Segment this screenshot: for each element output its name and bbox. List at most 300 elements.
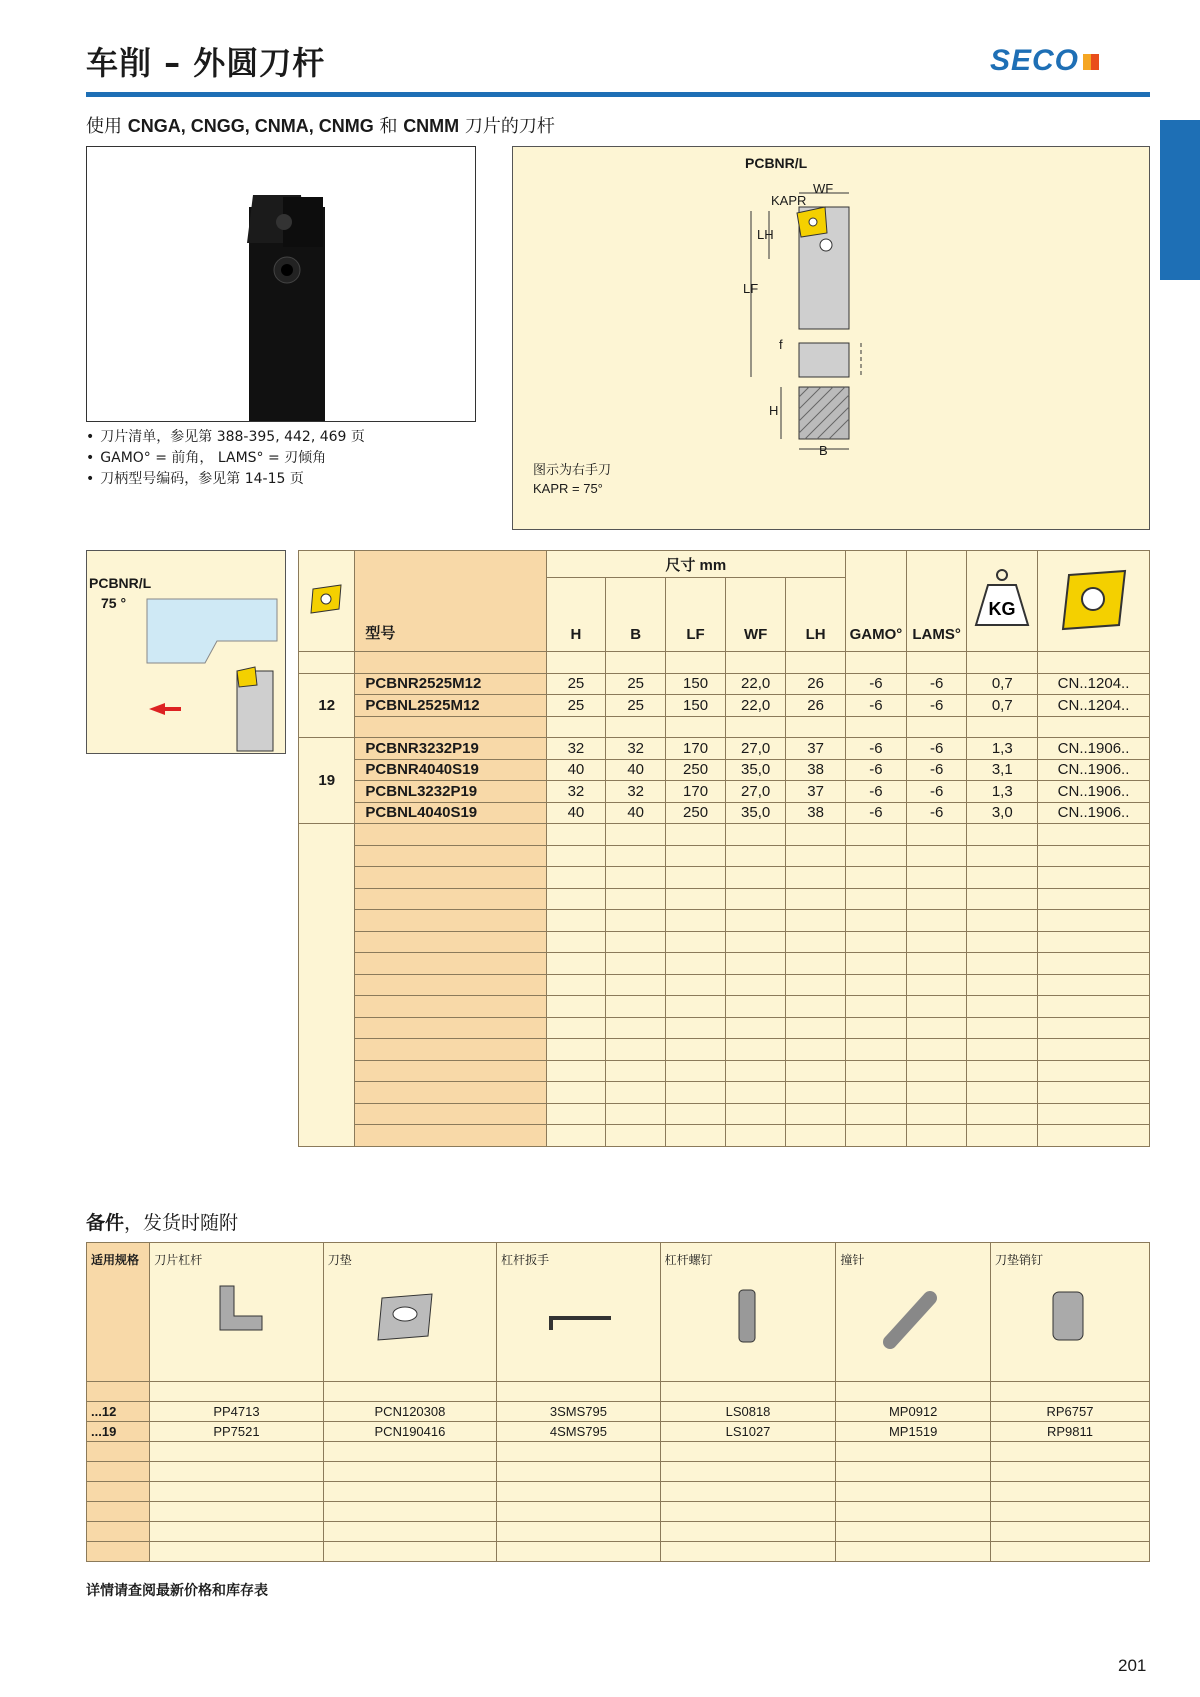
model-cell: PCBNR4040S19 [355, 759, 546, 781]
empty-cell [906, 1125, 967, 1147]
spares-size-cell: ...19 [87, 1422, 150, 1442]
spares-part-cell [991, 1542, 1150, 1562]
spacer-row [87, 1382, 1150, 1402]
empty-cell [546, 953, 606, 975]
empty-cell [726, 1039, 786, 1061]
insert-icon [309, 583, 345, 615]
spares-header-pin: 撞针 [836, 1243, 991, 1382]
empty-cell [355, 1017, 546, 1039]
model-header: 型号 [355, 551, 546, 652]
spares-part-cell [497, 1502, 660, 1522]
empty-cell [1038, 867, 1150, 889]
empty-cell [846, 1103, 907, 1125]
value-cell: 150 [666, 673, 726, 695]
empty-cell [967, 1060, 1038, 1082]
empty-cell [1038, 1103, 1150, 1125]
bullet-item: • 刀片清单，参见第 388-395, 442, 469 页 [86, 427, 365, 448]
empty-cell [786, 996, 846, 1018]
spares-part-cell [836, 1542, 991, 1562]
spacer-cell [666, 716, 726, 738]
empty-cell [906, 1060, 967, 1082]
table-row [299, 695, 1150, 717]
spares-part-cell [660, 1382, 836, 1402]
empty-cell [906, 845, 967, 867]
spares-part-cell [836, 1462, 991, 1482]
empty-cell [846, 1125, 907, 1147]
spacer-cell [606, 652, 666, 674]
empty-cell [355, 974, 546, 996]
spares-header-lever: 刀片杠杆 [150, 1243, 323, 1382]
spacer-cell [786, 716, 846, 738]
col-lh: LH [786, 578, 846, 652]
spares-header-screw: 杠杆螺钉 [660, 1243, 836, 1382]
empty-cell [726, 931, 786, 953]
table-row [87, 1422, 1150, 1442]
value-cell: -6 [846, 673, 907, 695]
value-cell: -6 [906, 802, 967, 824]
spares-part-cell [660, 1502, 836, 1522]
spares-part-cell [991, 1462, 1150, 1482]
empty-cell [786, 845, 846, 867]
spacer-cell [726, 652, 786, 674]
value-cell: -6 [846, 738, 907, 760]
value-cell: 0,7 [967, 673, 1038, 695]
spares-part-cell [323, 1522, 496, 1542]
empty-cell [846, 1017, 907, 1039]
value-cell: -6 [906, 673, 967, 695]
value-cell: -6 [846, 695, 907, 717]
size-cell: 12 [299, 673, 355, 738]
empty-row [87, 1502, 1150, 1522]
value-cell: 150 [666, 695, 726, 717]
col-h: H [546, 578, 606, 652]
value-cell: 25 [546, 695, 606, 717]
empty-cell [546, 1103, 606, 1125]
bullet-item: • GAMO° = 前角， LAMS° = 刃倾角 [86, 448, 365, 469]
empty-cell [786, 974, 846, 996]
spares-part-cell: LS0818 [660, 1402, 836, 1422]
empty-cell [606, 1125, 666, 1147]
spares-part-cell [991, 1502, 1150, 1522]
empty-cell [786, 888, 846, 910]
empty-cell [726, 996, 786, 1018]
seco-logo: SECO [990, 44, 1099, 78]
spares-size-cell [87, 1482, 150, 1502]
empty-cell [606, 910, 666, 932]
spares-part-cell: MP0912 [836, 1402, 991, 1422]
empty-cell [666, 974, 726, 996]
spares-part-cell: PCN120308 [323, 1402, 496, 1422]
value-cell: 170 [666, 738, 726, 760]
spares-header-key: 杠杆扳手 [497, 1243, 660, 1382]
small-diagram-title: PCBNR/L [89, 575, 152, 591]
spares-part-cell [991, 1522, 1150, 1542]
bullet-item: • 刀柄型号编码，参见第 14-15 页 [86, 469, 365, 490]
spares-part-cell [150, 1482, 323, 1502]
value-cell: CN..1906.. [1038, 802, 1150, 824]
table-row [87, 1402, 1150, 1422]
value-cell: 40 [546, 759, 606, 781]
spares-part-cell: RP9811 [991, 1422, 1150, 1442]
value-cell: -6 [846, 802, 907, 824]
empty-cell [355, 996, 546, 1018]
spares-part-cell [836, 1482, 991, 1502]
spares-part-cell: 4SMS795 [497, 1422, 660, 1442]
empty-row [87, 1482, 1150, 1502]
empty-cell [726, 1017, 786, 1039]
empty-cell [967, 974, 1038, 996]
empty-cell [355, 1125, 546, 1147]
value-cell: 170 [666, 781, 726, 803]
empty-cell [1038, 953, 1150, 975]
value-cell: 40 [546, 802, 606, 824]
empty-cell [546, 1017, 606, 1039]
value-cell: -6 [846, 759, 907, 781]
value-cell: 40 [606, 759, 666, 781]
product-photo [86, 146, 476, 422]
empty-cell [666, 1060, 726, 1082]
empty-cell [355, 888, 546, 910]
empty-cell [726, 1060, 786, 1082]
spares-title: 备件，发货时随附 [86, 1212, 239, 1234]
empty-cell [666, 953, 726, 975]
empty-cell [906, 1082, 967, 1104]
model-cell: PCBNR3232P19 [355, 738, 546, 760]
label-kapr: KAPR [771, 193, 807, 208]
label-lh: LH [757, 227, 774, 242]
empty-cell [1038, 996, 1150, 1018]
empty-cell [726, 910, 786, 932]
value-cell: CN..1906.. [1038, 738, 1150, 760]
empty-cell [606, 1103, 666, 1125]
spares-part-cell [497, 1522, 660, 1542]
empty-cell [786, 1082, 846, 1104]
empty-cell [786, 931, 846, 953]
spares-part-cell [497, 1382, 660, 1402]
empty-cell [1038, 910, 1150, 932]
spares-part-cell: LS1027 [660, 1422, 836, 1442]
spacer-cell [1038, 652, 1150, 674]
empty-row [87, 1522, 1150, 1542]
spares-part-cell [497, 1462, 660, 1482]
value-cell: 32 [546, 781, 606, 803]
toolholder-table [298, 550, 1150, 1147]
empty-cell [666, 845, 726, 867]
empty-cell [906, 888, 967, 910]
spares-part-cell [497, 1442, 660, 1462]
spares-part-cell [991, 1382, 1150, 1402]
empty-cell [1038, 1039, 1150, 1061]
empty-cell [726, 888, 786, 910]
empty-cell [786, 1060, 846, 1082]
value-cell: 3,1 [967, 759, 1038, 781]
spares-part-cell [150, 1442, 323, 1462]
value-cell: -6 [906, 738, 967, 760]
spares-part-cell [660, 1522, 836, 1542]
empty-cell [1038, 1017, 1150, 1039]
empty-cell [606, 974, 666, 996]
empty-cell [967, 845, 1038, 867]
key-icon [501, 1268, 651, 1358]
empty-cell [666, 1039, 726, 1061]
shim-icon [328, 1268, 488, 1358]
empty-cell [906, 996, 967, 1018]
footnote: 详情请查阅最新价格和库存表 [86, 1583, 268, 1599]
section-tab [1160, 120, 1200, 280]
empty-cell [1038, 824, 1150, 846]
value-cell: 27,0 [726, 781, 786, 803]
empty-cell [967, 867, 1038, 889]
empty-cell [355, 1039, 546, 1061]
model-cell: PCBNR2525M12 [355, 673, 546, 695]
spares-part-cell [991, 1482, 1150, 1502]
value-cell: 27,0 [726, 738, 786, 760]
spares-size-cell [87, 1382, 150, 1402]
empty-cell [606, 867, 666, 889]
empty-row [87, 1542, 1150, 1562]
model-cell: PCBNL3232P19 [355, 781, 546, 803]
spares-part-cell: PP7521 [150, 1422, 323, 1442]
empty-cell [726, 867, 786, 889]
empty-cell [967, 996, 1038, 1018]
value-cell: 35,0 [726, 802, 786, 824]
empty-cell [726, 974, 786, 996]
screw-icon [665, 1268, 825, 1358]
spacer-cell [299, 824, 355, 1147]
empty-cell [606, 953, 666, 975]
spacer-cell [786, 652, 846, 674]
value-cell: 35,0 [726, 759, 786, 781]
spares-part-cell [323, 1442, 496, 1462]
value-cell: CN..1204.. [1038, 695, 1150, 717]
spares-size-cell: ...12 [87, 1402, 150, 1422]
empty-cell [546, 996, 606, 1018]
cn-insert-icon [1059, 567, 1129, 631]
model-cell: PCBNL2525M12 [355, 695, 546, 717]
empty-cell [666, 1082, 726, 1104]
spares-part-cell [660, 1442, 836, 1462]
spacer-cell [355, 716, 546, 738]
empty-cell [726, 1103, 786, 1125]
spares-size-cell [87, 1522, 150, 1542]
empty-cell [906, 953, 967, 975]
value-cell: 40 [606, 802, 666, 824]
insert-header [1038, 551, 1150, 652]
empty-cell [606, 1017, 666, 1039]
empty-cell [1038, 1060, 1150, 1082]
empty-cell [606, 845, 666, 867]
spares-part-cell [836, 1442, 991, 1462]
value-cell: 1,3 [967, 738, 1038, 760]
empty-cell [846, 845, 907, 867]
empty-cell [726, 953, 786, 975]
spares-part-cell [836, 1522, 991, 1542]
empty-cell [967, 888, 1038, 910]
empty-cell [906, 931, 967, 953]
empty-cell [846, 1060, 907, 1082]
value-cell: CN..1906.. [1038, 759, 1150, 781]
empty-cell [546, 1082, 606, 1104]
dimension-diagram [512, 146, 1150, 530]
empty-cell [846, 974, 907, 996]
empty-cell [1038, 845, 1150, 867]
spares-part-cell [150, 1542, 323, 1562]
value-cell: 37 [786, 738, 846, 760]
spares-part-cell [660, 1462, 836, 1482]
spares-part-cell [150, 1502, 323, 1522]
table-row [299, 781, 1150, 803]
empty-cell [1038, 974, 1150, 996]
diagram-title: PCBNR/L [745, 155, 808, 171]
spares-part-cell [150, 1522, 323, 1542]
empty-cell [846, 953, 907, 975]
spacer-cell [546, 716, 606, 738]
model-cell: PCBNL4040S19 [355, 802, 546, 824]
spares-part-cell: 3SMS795 [497, 1402, 660, 1422]
empty-cell [666, 1103, 726, 1125]
empty-cell [967, 1017, 1038, 1039]
col-gamo: GAMO° [846, 551, 907, 652]
value-cell: 0,7 [967, 695, 1038, 717]
empty-cell [967, 910, 1038, 932]
empty-cell [546, 974, 606, 996]
value-cell: 250 [666, 759, 726, 781]
spares-part-cell: PP4713 [150, 1402, 323, 1422]
value-cell: 26 [786, 695, 846, 717]
value-cell: 22,0 [726, 695, 786, 717]
empty-cell [355, 1082, 546, 1104]
empty-cell [786, 1125, 846, 1147]
table-row [299, 673, 1150, 695]
empty-cell [726, 1082, 786, 1104]
empty-cell [355, 910, 546, 932]
empty-cell [546, 1060, 606, 1082]
value-cell: -6 [846, 781, 907, 803]
col-wf: WF [726, 578, 786, 652]
spares-part-cell: RP6757 [991, 1402, 1150, 1422]
spacer-cell [606, 716, 666, 738]
empty-cell [1038, 888, 1150, 910]
value-cell: 1,3 [967, 781, 1038, 803]
spares-part-cell [323, 1482, 496, 1502]
weight-icon [974, 567, 1030, 631]
spares-size-cell [87, 1462, 150, 1482]
diagram-note-hand: 图示为右手刀 [533, 463, 612, 478]
empty-cell [606, 996, 666, 1018]
spares-header-shim: 刀垫 [323, 1243, 496, 1382]
lever-icon [154, 1268, 314, 1358]
empty-cell [546, 1039, 606, 1061]
table-row [299, 759, 1150, 781]
value-cell: 250 [666, 802, 726, 824]
diagram-note-kapr: KAPR = 75° [533, 481, 603, 496]
empty-cell [606, 1082, 666, 1104]
empty-cell [666, 910, 726, 932]
size-cell: 19 [299, 738, 355, 824]
empty-cell [726, 1125, 786, 1147]
label-b: B [819, 443, 828, 458]
bullet-list [86, 427, 365, 490]
empty-cell [906, 1103, 967, 1125]
small-diagram-angle: 75 ° [101, 595, 127, 611]
spares-part-cell [323, 1502, 496, 1522]
empty-cell [846, 1082, 907, 1104]
spares-header-size: 适用规格 [87, 1243, 150, 1382]
empty-cell [606, 1039, 666, 1061]
spares-part-cell [150, 1462, 323, 1482]
value-cell: 32 [606, 738, 666, 760]
spacer-cell [546, 652, 606, 674]
spacer-cell [726, 716, 786, 738]
empty-cell [906, 974, 967, 996]
spares-part-cell [991, 1442, 1150, 1462]
empty-cell [546, 845, 606, 867]
spares-part-cell [497, 1482, 660, 1502]
spares-header-shim-pin: 刀垫销钉 [991, 1243, 1150, 1382]
empty-cell [606, 931, 666, 953]
empty-cell [967, 1039, 1038, 1061]
value-cell: 3,0 [967, 802, 1038, 824]
empty-cell [355, 845, 546, 867]
insert-symbol-cell [299, 551, 355, 652]
empty-cell [1038, 1082, 1150, 1104]
spares-part-cell [836, 1502, 991, 1522]
value-cell: 25 [606, 673, 666, 695]
spacer-cell [846, 652, 907, 674]
header-rule [86, 92, 1150, 97]
spacer-cell [967, 652, 1038, 674]
spacer-cell [846, 716, 907, 738]
page-title: 车削 – 外圆刀杆 [86, 44, 326, 82]
weight-header [967, 551, 1038, 652]
col-lams: LAMS° [906, 551, 967, 652]
empty-cell [967, 953, 1038, 975]
table-row [299, 802, 1150, 824]
value-cell: CN..1204.. [1038, 673, 1150, 695]
empty-cell [786, 867, 846, 889]
empty-cell [546, 867, 606, 889]
empty-cell [786, 1039, 846, 1061]
empty-cell [546, 1125, 606, 1147]
value-cell: 38 [786, 802, 846, 824]
pin-icon [840, 1268, 980, 1358]
value-cell: 32 [606, 781, 666, 803]
spacer-cell [967, 716, 1038, 738]
empty-cell [546, 824, 606, 846]
empty-cell [666, 824, 726, 846]
value-cell: -6 [906, 759, 967, 781]
empty-cell [906, 824, 967, 846]
empty-cell [846, 996, 907, 1018]
empty-row [87, 1442, 1150, 1462]
svg-text:KG: KG [988, 599, 1016, 619]
label-wf: WF [813, 181, 834, 196]
spares-part-cell [323, 1462, 496, 1482]
empty-cell [967, 824, 1038, 846]
empty-cell [355, 931, 546, 953]
empty-cell [906, 1039, 967, 1061]
empty-cell [967, 1125, 1038, 1147]
empty-cell [786, 953, 846, 975]
empty-cell [355, 953, 546, 975]
spares-part-cell [150, 1382, 323, 1402]
empty-cell [726, 845, 786, 867]
empty-cell [726, 824, 786, 846]
spares-part-cell: MP1519 [836, 1422, 991, 1442]
spares-size-cell [87, 1442, 150, 1462]
empty-cell [666, 1017, 726, 1039]
empty-cell [1038, 931, 1150, 953]
